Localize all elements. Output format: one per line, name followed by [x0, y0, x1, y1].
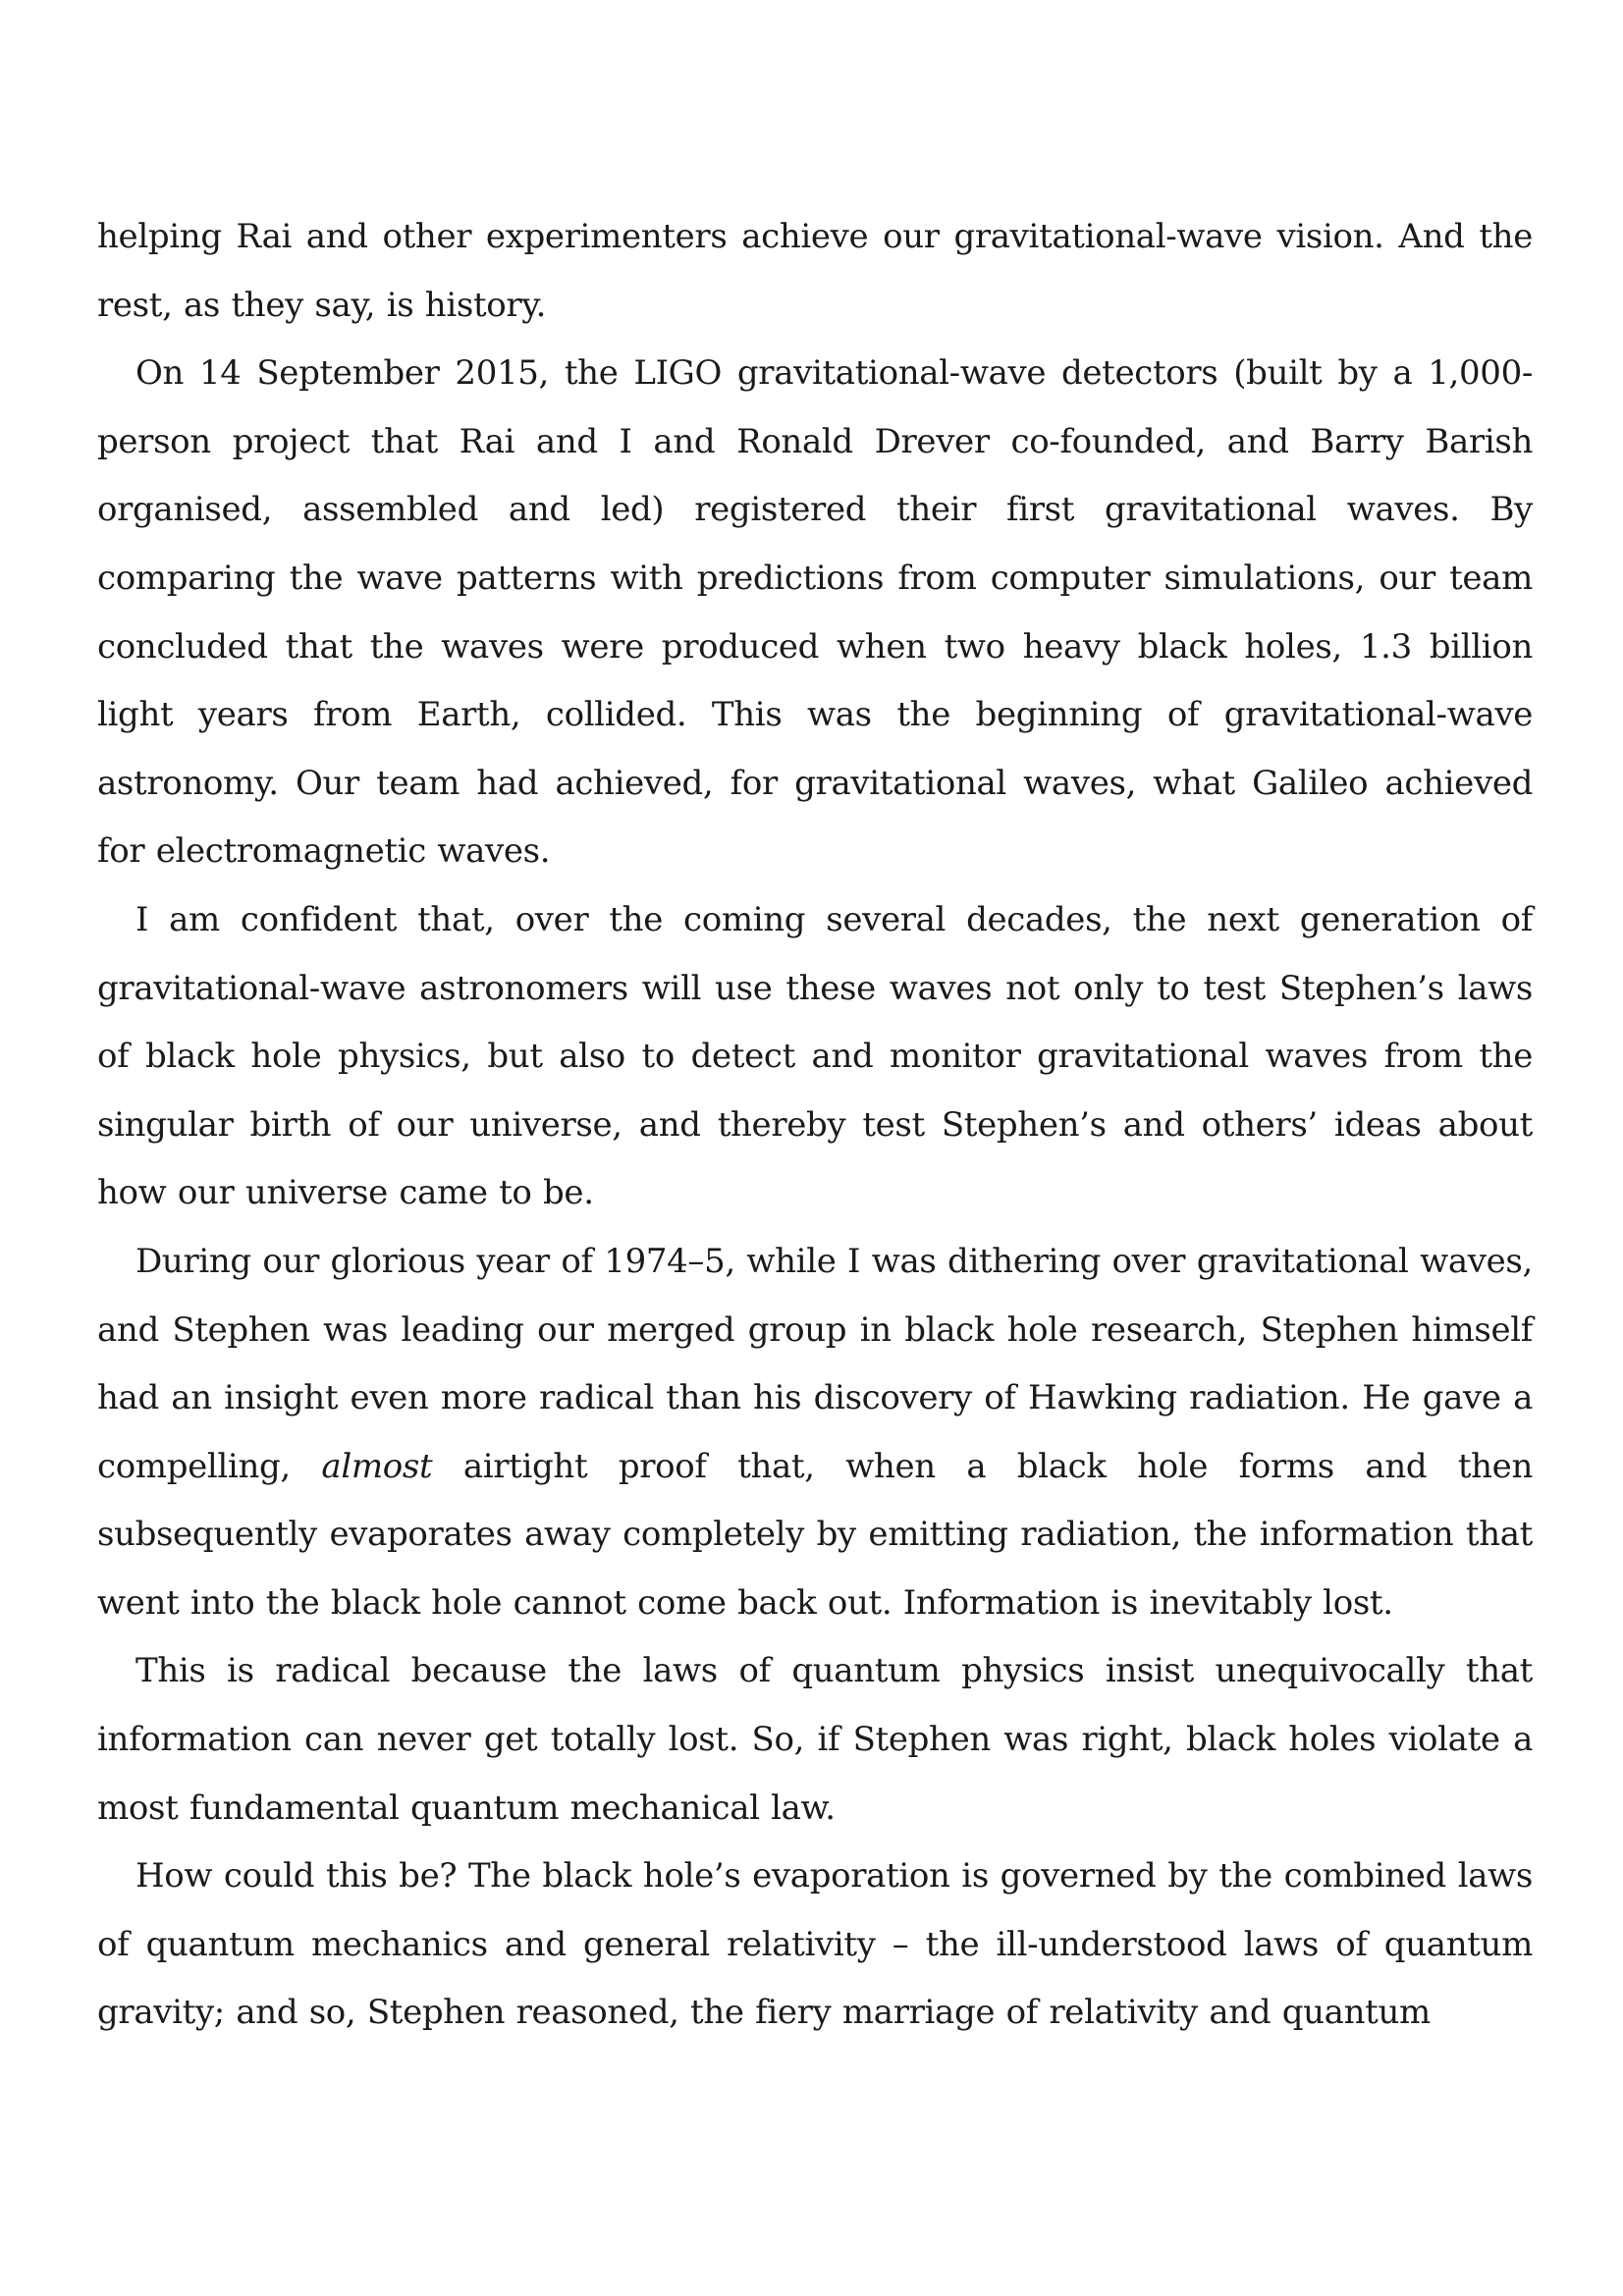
emphasized-text: almost: [321, 1446, 433, 1486]
paragraph: helping Rai and other experimenters achieve our gravitational-wave vision. And the rest, as they say, is history.: [97, 217, 1533, 325]
paragraph: This is radical because the laws of quantum physics insist unequivocally that information can never get totally lost. So, if Stephen was right, black holes violate a most fundamental quantum mechanical law.: [97, 1651, 1533, 1828]
paragraph: [97, 1228, 1533, 1638]
document-page: [97, 203, 1533, 2048]
paragraph-text: airtight proof that, when a black hole forms and then subsequently evaporates away completely by emitting radiation, the information that went into the black hole cannot come back out. Information is inevitably lost.: [97, 1446, 1533, 1623]
paragraph: How could this be? The black hole’s evaporation is governed by the combined laws of quantum mechanics and general relativity – the ill-understood laws of quantum gravity; and so, Stephen reasoned, the fiery marriage of relativity and quantum: [97, 1856, 1533, 2033]
paragraph-text: During our glorious year of 1974–5, while I was dithering over gravitational waves, and Stephen was leading our merged group in black hole research, Stephen himself had an insight even more radical than his discovery of Hawking radiation. He gave a compelling,: [97, 1241, 1533, 1486]
paragraph: On 14 September 2015, the LIGO gravitational-wave detectors (built by a 1,000-person project that Rai and I and Ronald Drever co-founded, and Barry Barish organised, assembled and led) registered their first gravitational waves. By comparing the wave patterns with predictions from computer simulations, our team concluded that the waves were produced when two heavy black holes, 1.3 billion light years from Earth, collided. This was the beginning of gravitational-wave astronomy. Our team had achieved, for gravitational waves, what Galileo achieved for electromagnetic waves.: [97, 353, 1533, 872]
paragraph: I am confident that, over the coming several decades, the next generation of gravitational-wave astronomers will use these waves not only to test Stephen’s laws of black hole physics, but also to detect and monitor gravitational waves from the singular birth of our universe, and thereby test Stephen’s and others’ ideas about how our universe came to be.: [97, 899, 1533, 1213]
